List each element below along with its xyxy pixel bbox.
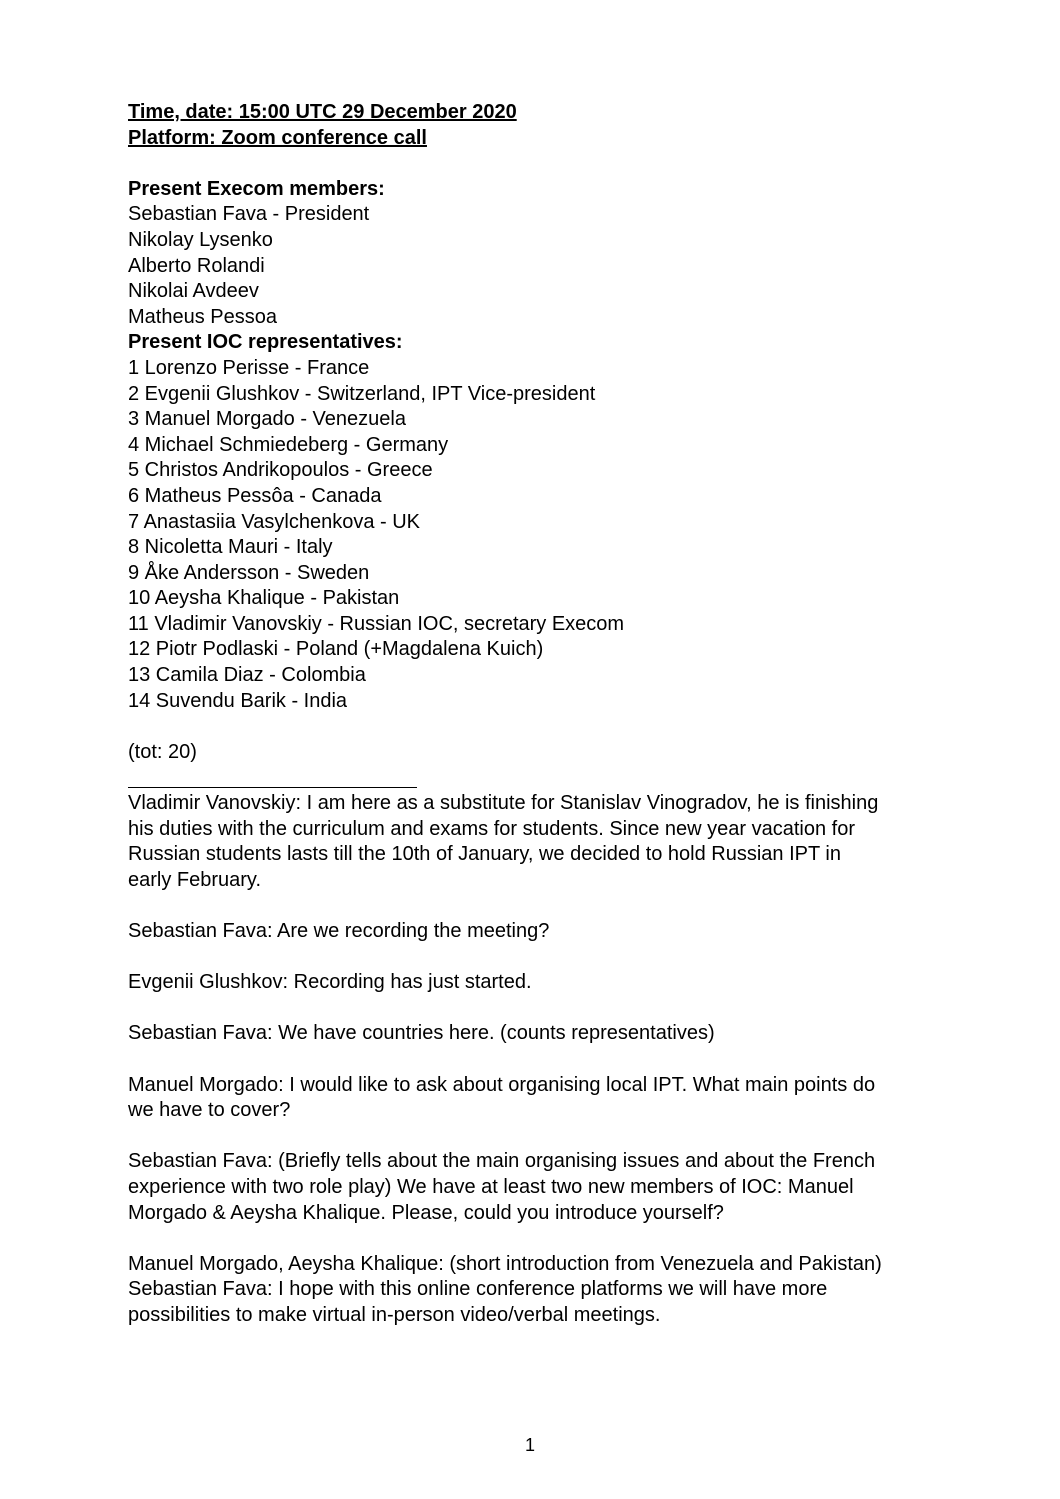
transcript-paragraph [128, 1149, 948, 1226]
spacer [128, 996, 948, 1022]
transcript-line: Sebastian Fava: Are we recording the meeting? [128, 920, 550, 942]
transcript-line: we have to cover? [128, 1099, 291, 1122]
ioc-representative: 2 Evgenii Glushkov - Switzerland, IPT Vice-president [128, 382, 596, 405]
transcript-line: Sebastian Fava: We have countries here. (counts representatives) [128, 1022, 715, 1045]
spacer [128, 945, 948, 971]
transcript-line: early February. [128, 868, 262, 891]
transcript-paragraph [128, 791, 948, 893]
transcript-line: Manuel Morgado, Aeysha Khalique: (short introduction from Venezuela and Pakistan) [128, 1252, 882, 1275]
ioc-representative: 6 Matheus Pessôa - Canada [128, 484, 382, 507]
ioc-representative: 13 Camila Diaz - Colombia [128, 664, 366, 687]
ioc-representative: 10 Aeysha Khalique - Pakistan [128, 587, 400, 610]
ioc-representative: 1 Lorenzo Perisse - France [128, 356, 370, 379]
ioc-representative: 12 Piotr Podlaski - Poland (+Magdalena Kuich) [128, 638, 544, 661]
transcript-paragraph [128, 919, 948, 945]
ioc-representative: 11 Vladimir Vanovskiy - Russian IOC, secretary Execom [128, 612, 625, 635]
transcript-line: Sebastian Fava: (Briefly tells about the main organising issues and about the French [128, 1150, 876, 1173]
ioc-representative: 9 Åke Andersson - Sweden [128, 561, 370, 584]
transcript-paragraph [128, 1021, 948, 1047]
transcript-line: Manuel Morgado: I would like to ask about organising local IPT. What main points do [128, 1073, 876, 1096]
document-body [128, 100, 948, 1329]
spacer [128, 1226, 948, 1252]
ioc-representative: 4 Michael Schmiedeberg - Germany [128, 433, 449, 456]
transcript-line: Evgenii Glushkov: Recording has just started. [128, 971, 532, 994]
transcript-paragraph [128, 970, 948, 996]
meeting-time-date: Time, date: 15:00 UTC 29 December 2020 [128, 101, 517, 123]
ioc-representative: 3 Manuel Morgado - Venezuela [128, 408, 406, 431]
separator-line [128, 765, 417, 791]
ioc-representative: 5 Christos Andrikopoulos - Greece [128, 459, 433, 482]
spacer [128, 893, 948, 919]
ioc-representative: 8 Nicoletta Mauri - Italy [128, 536, 333, 559]
attendance-total: (tot: 20) [128, 740, 197, 763]
execom-heading: Present Execom members: [128, 177, 385, 200]
transcript-line: experience with two role play) We have at least two new members of IOC: Manuel [128, 1175, 854, 1198]
execom-member: Matheus Pessoa [128, 305, 277, 328]
page-number: 1 [524, 1435, 535, 1455]
execom-member: Nikolai Avdeev [128, 280, 259, 303]
execom-member: Alberto Rolandi [128, 254, 265, 277]
transcript-line: possibilities to make virtual in-person video/verbal meetings. [128, 1303, 661, 1326]
transcript-paragraph [128, 1073, 948, 1124]
execom-member: Sebastian Fava - President [128, 203, 370, 226]
transcript-line: Sebastian Fava: I hope with this online conference platforms we will have more [128, 1278, 828, 1301]
transcript-paragraph [128, 1252, 948, 1329]
transcript-line: his duties with the curriculum and exams for students. Since new year vacation for [128, 817, 856, 840]
spacer [128, 151, 948, 177]
ioc-representative: 7 Anastasiia Vasylchenkova - UK [128, 510, 421, 533]
execom-list [128, 202, 948, 330]
transcript-line: Russian students lasts till the 10th of January, we decided to hold Russian IPT in [128, 843, 841, 866]
spacer [128, 1124, 948, 1150]
meeting-platform: Platform: Zoom conference call [128, 126, 427, 149]
spacer [128, 1047, 948, 1073]
transcript-line: Morgado & Aeysha Khalique. Please, could you introduce yourself? [128, 1201, 724, 1224]
transcript-line: Vladimir Vanovskiy: I am here as a substitute for Stanislav Vinogradov, he is finishing [128, 792, 879, 815]
ioc-representative: 14 Suvendu Barik - India [128, 689, 348, 712]
ioc-heading: Present IOC representatives: [128, 331, 403, 354]
ioc-list [128, 356, 948, 714]
spacer [128, 714, 948, 740]
execom-member: Nikolay Lysenko [128, 228, 273, 251]
